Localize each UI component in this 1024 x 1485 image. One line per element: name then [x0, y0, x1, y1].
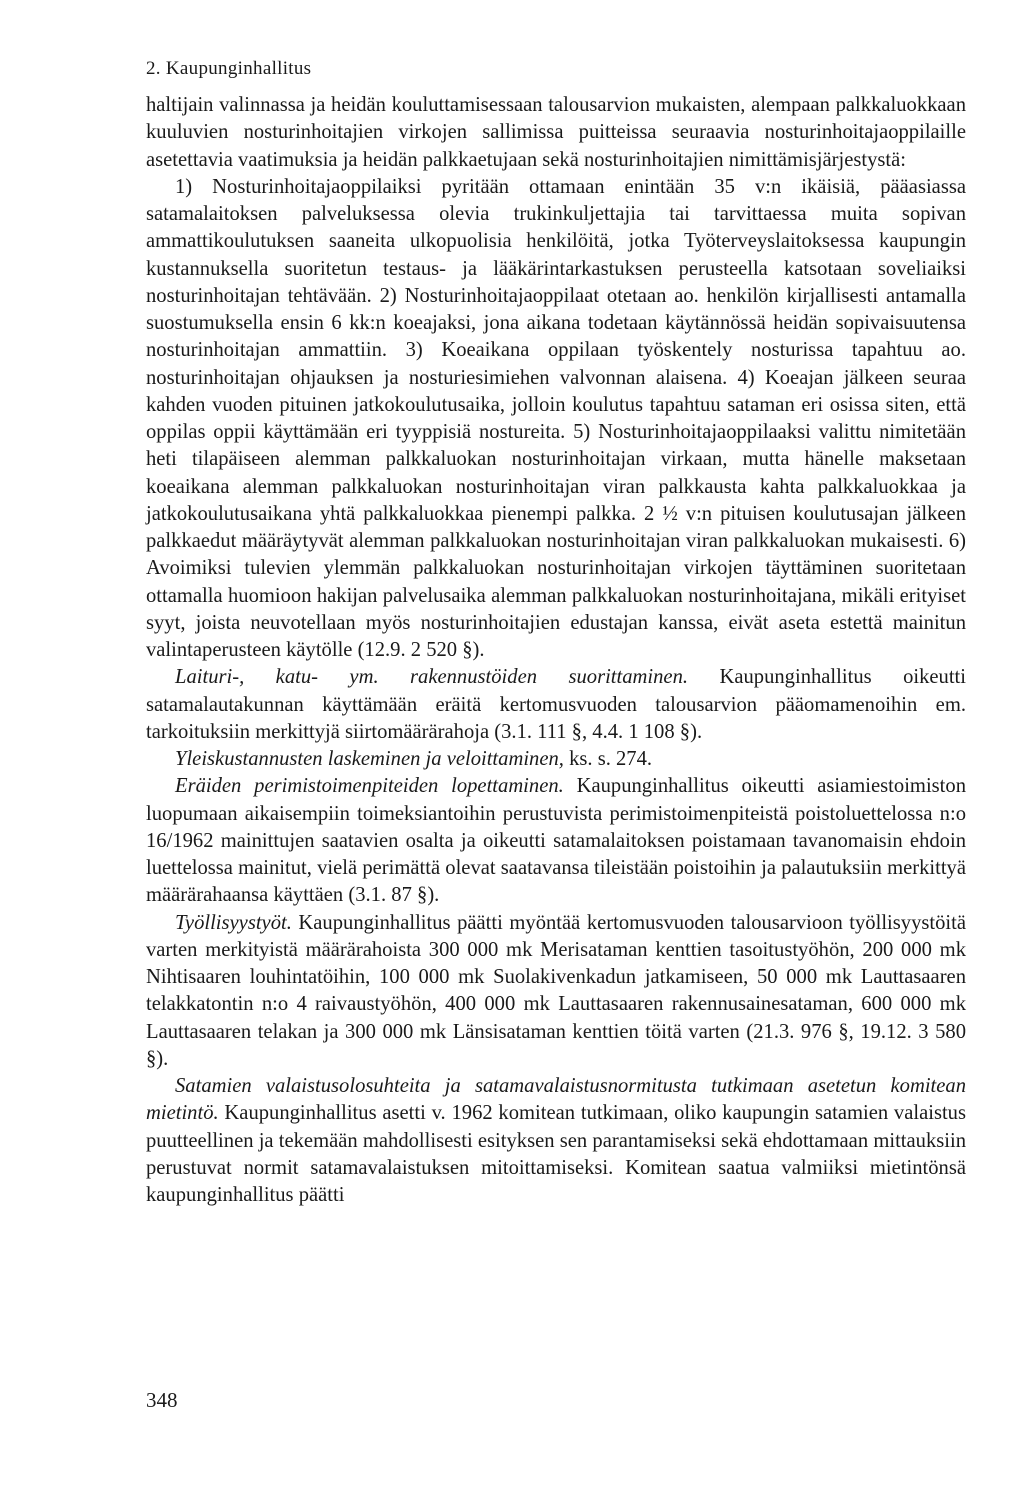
intro-paragraph: haltijain valinnassa ja heidän kouluttamisessaan talousarvion mukaisten, alempaan palkkaluokkaan kuuluvien nosturinhoitajien virkojen sallimissa puitteissa seuraavia nosturinhoitajaoppilaille asetettavia vaatimuksia ja heidän palkkaetujaan sekä nosturinhoitajien nimittämisjärjestystä:: [146, 94, 966, 171]
section-heading: Työllisyystyöt.: [175, 911, 292, 934]
section-paragraph: [146, 773, 966, 909]
running-header: 2. Kaupunginhallitus: [146, 58, 312, 79]
section-text: ks. s. 274.: [563, 748, 653, 770]
section-heading: Laituri-, katu- ym. rakennustöiden suorittaminen.: [175, 666, 689, 689]
section-text: Kaupunginhallitus oikeutti asiamiestoimiston luopumaan aikaisempiin toimeksiantoihin perustuvista perimistoimenpiteistä poistoluettelossa n:o 16/1962 mainittujen saatavien osalta ja oikeutti satamalaitoksen poistamaan tavanomaisin ehdoin luettelossa mainitut, vielä perimättä olevat saatavansa tileistään poistoihin ja palautuksiin merkittyä määrärahaansa käyttäen (3.1. 87 §).: [146, 775, 966, 907]
section-text: Kaupunginhallitus asetti v. 1962 komitean tutkimaan, oliko kaupungin satamien valaistus puutteellinen ja tekemään mahdollisesti esityksen sen parantamiseksi sekä ehdottamaan mittauksiin perustuvat normit satamavalaistuksen mitoittamiseksi. Komitean saatua valmiiksi mietintönsä kaupunginhallitus päätti: [146, 1102, 966, 1206]
section-text: Kaupunginhallitus oikeutti satamalautakunnan käyttämään eräitä kertomusvuoden talousarvion pääomamenoihin em. tarkoituksiin merkittyjä siirtomäärärahoja (3.1. 111 §, 4.4. 1 108 §).: [146, 666, 966, 743]
section-heading: Yleiskustannusten laskeminen ja veloittaminen,: [175, 748, 564, 770]
section-heading: Eräiden perimistoimenpiteiden lopettaminen.: [175, 775, 564, 798]
numbered-requirements-paragraph: 1) Nosturinhoitajaoppilaiksi pyritään ottamaan enintään 35 v:n ikäisiä, pääasiassa satamalaitoksen palveluksessa olevia trukinkuljettajia tai tarvittaessa muita sopivan ammattikoulutuksen saaneita ulkopuolisia henkilöitä, jotka Työterveyslaitoksessa kaupungin kustannuksella suoritetun testaus- ja lääkärintarkastuksen perusteella katsotaan soveliaiksi nosturinhoitajan tehtävään. 2) Nosturinhoitajaoppilaat otetaan ao. henkilön kirjallisesti antamalla suostumuksella ensin 6 kk:n koeajaksi, jona aikana todetaan käytännössä heidän sopivaisuutensa nosturinhoitajan ammattiin. 3) Koeaikana oppilaan työskentely nosturissa tapahtuu ao. nosturinhoitajan ohjauksen ja nosturiesimiehen valvonnan alaisena. 4) Koeajan jälkeen seuraa kahden vuoden pituinen jatkokoulutusaika, jolloin koulutus tapahtuu sataman eri osissa siten, että oppilas oppii käyttämään eri tyyppisiä nostureita. 5) Nosturinhoitajaoppilaaksi valittu nimitetään heti tilapäiseen alemman palkkaluokan nosturinhoitajan virkaan, mutta hänelle maksetaan koeaikana alemman palkkaluokan nosturinhoitajan viran palkkausta kahta palkkaluokkaa ja jatkokoulutusaikana yhtä palkkaluokkaa pienempi palkka. 2 ½ v:n pituisen koulutusajan jälkeen palkkaedut määräytyvät alemman palkkaluokan nosturinhoitajan viran palkkaluokan mukaisesti. 6) Avoimiksi tulevien ylemmän palkkaluokan nosturinhoitajan virkojen täyttäminen suoritetaan ottamalla huomioon hakijan palvelusaika alemman palkkaluokan nosturinhoitajana, mikäli erityiset syyt, joista neuvotellaan myös nosturinhoitajien edustajan kanssa, eivät aseta estettä mainitun valintaperusteen käytölle (12.9. 2 520 §).: [146, 175, 966, 661]
section-paragraph: [146, 910, 966, 1074]
body-text: [146, 92, 966, 1209]
section-heading: Satamien valaistusolosuhteita ja satamavalaistusnormitusta tutkimaan asetetun komitean mietintö.: [146, 1075, 966, 1125]
page-number: 348: [146, 1388, 178, 1412]
section-paragraph: [146, 664, 966, 746]
section-paragraph: [146, 1073, 966, 1209]
section-text: Kaupunginhallitus päätti myöntää kertomusvuoden talousarvioon työllisyystöitä varten merkityistä määrärahoista 300 000 mk Merisataman kenttien tasoitustyöhön, 200 000 mk Nihtisaaren louhintatöihin, 100 000 mk Suolakivenkadun jatkamiseen, 50 000 mk Lauttasaaren telakkatontin n:o 4 raivaustyöhön, 400 000 mk Lauttasaaren rakennusainesataman, 600 000 mk Lauttasaaren telakan ja 300 000 mk Länsisataman kenttien töitä varten (21.3. 976 §, 19.12. 3 580 §).: [146, 911, 966, 1070]
section-paragraph: [146, 746, 966, 773]
